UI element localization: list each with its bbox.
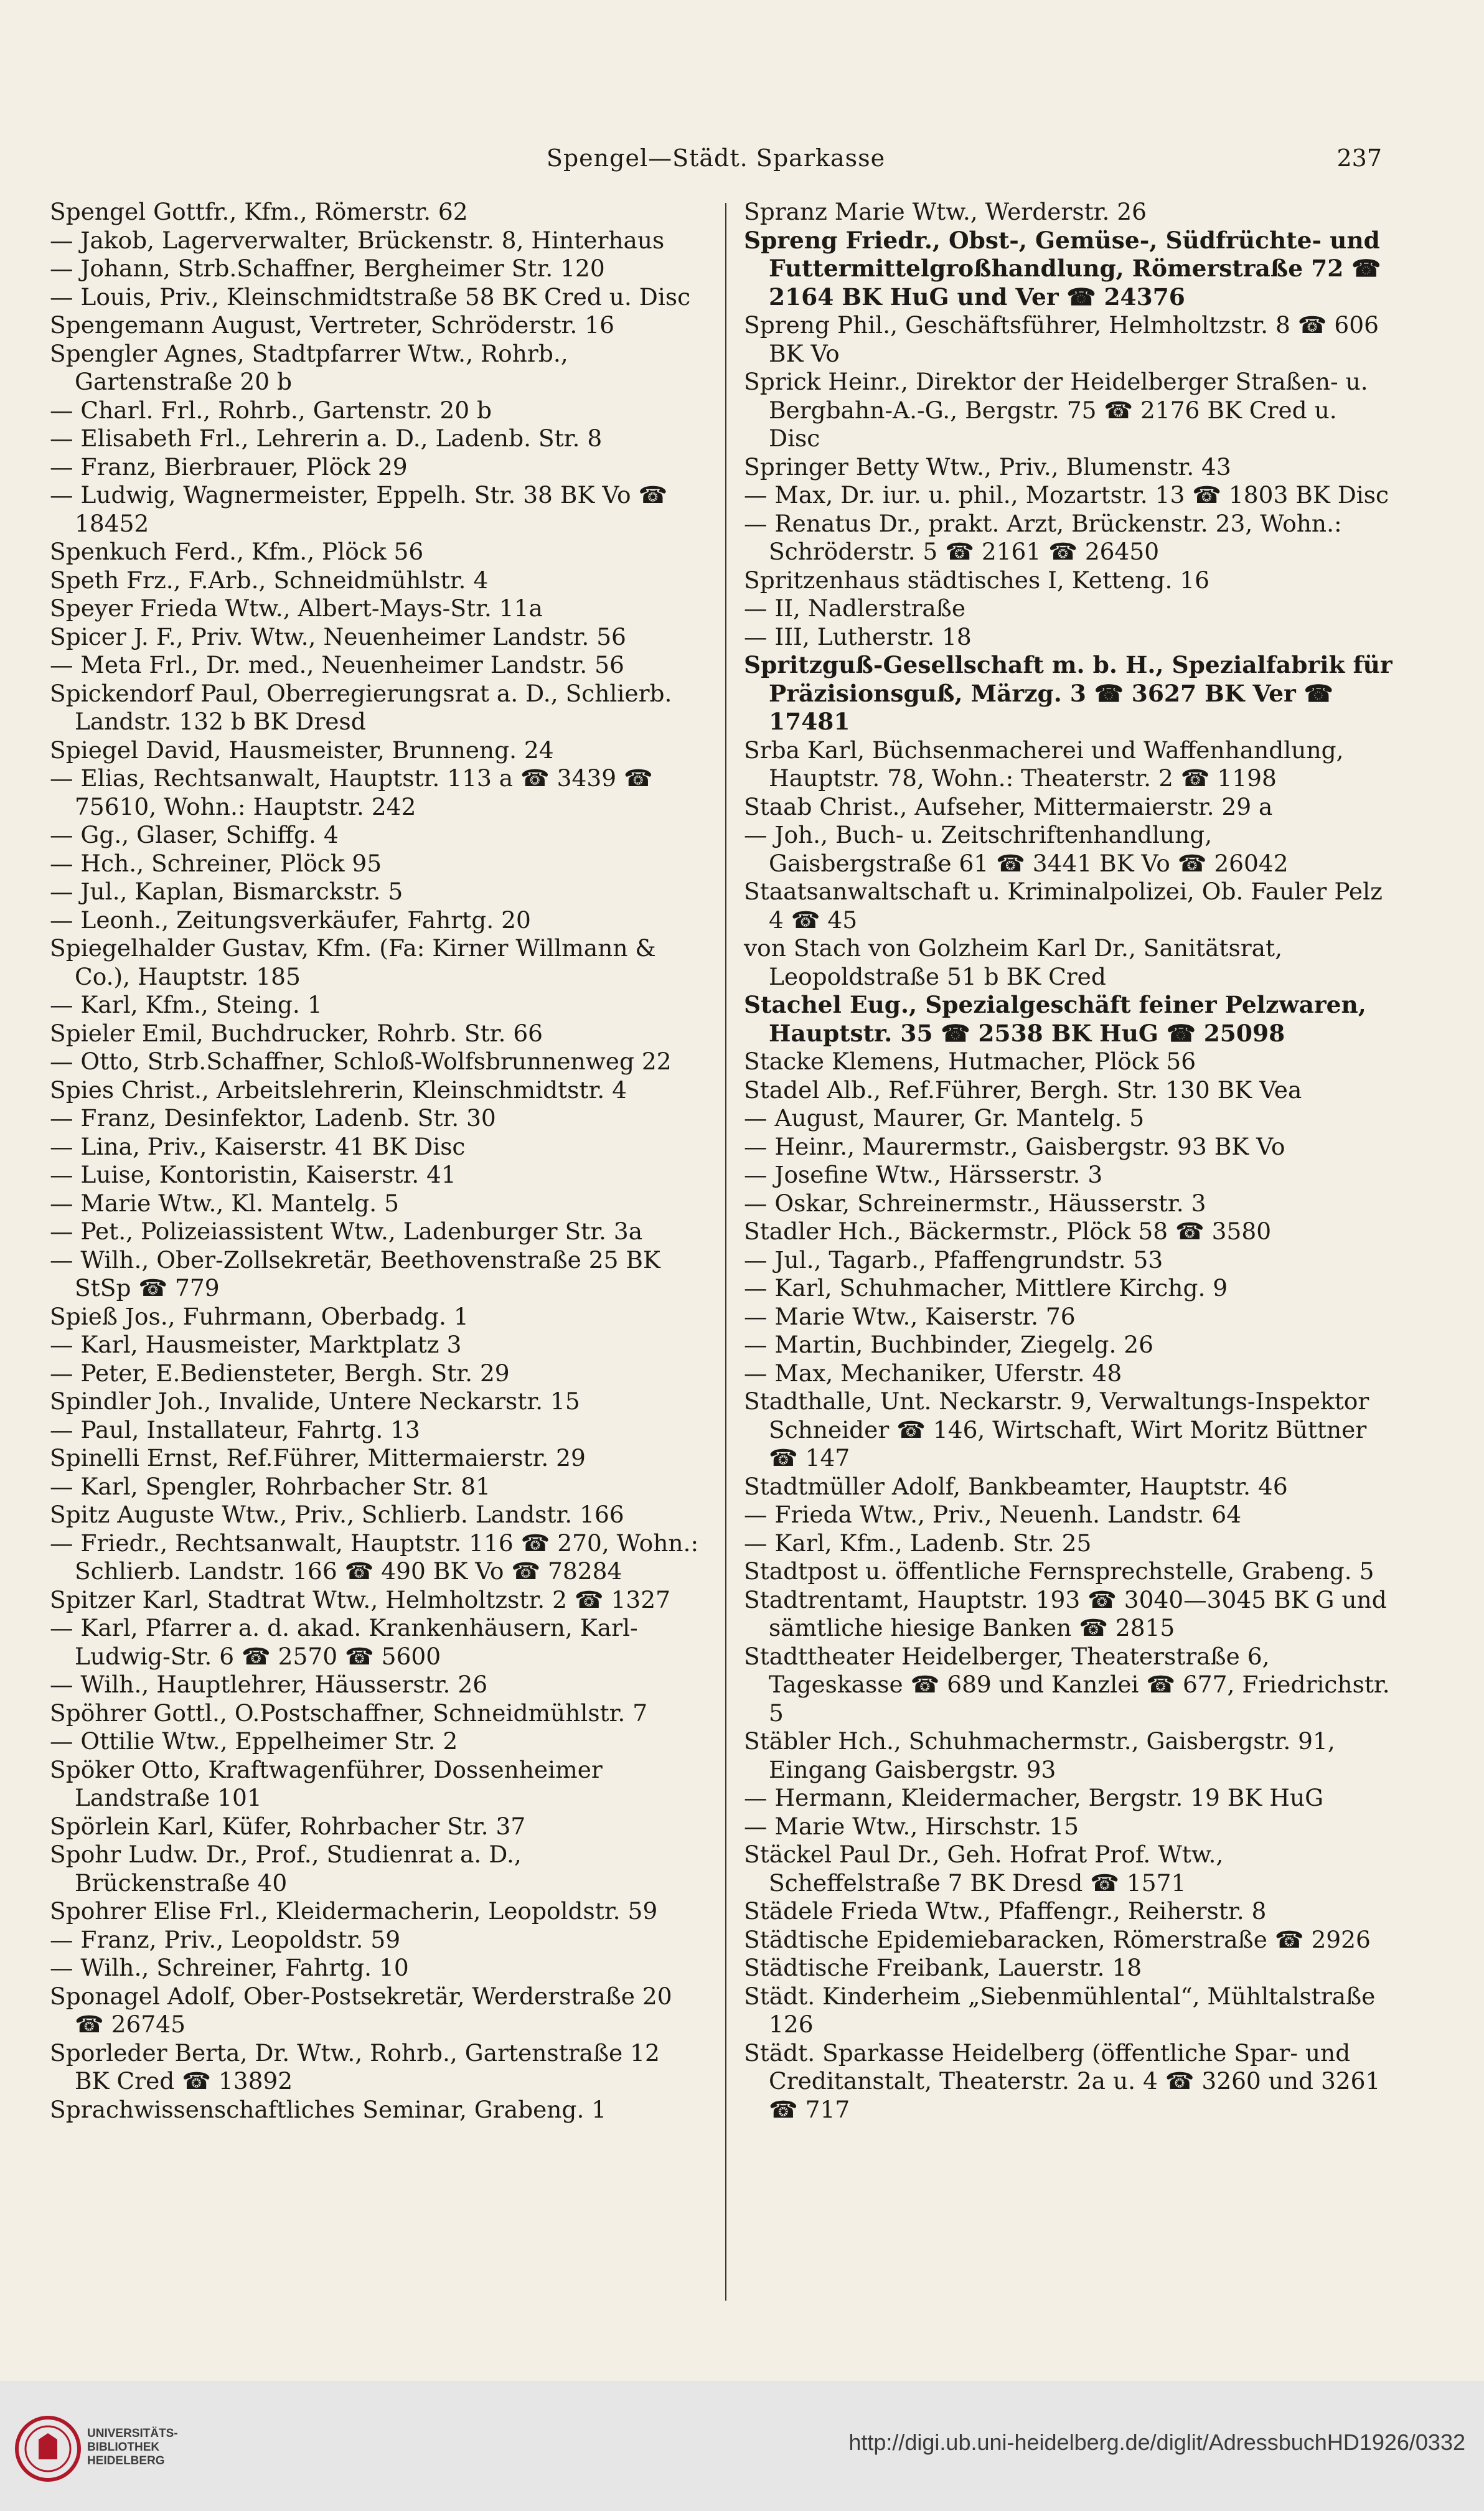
directory-entry: von Stach von Golzheim Karl Dr., Sanitätsrat, Leopoldstraße 51 b BK Cred (744, 934, 1290, 990)
directory-entry: — Heinr., Maurermstr., Gaisbergstr. 93 BK Vo (744, 1132, 1285, 1160)
running-head: Spengel—Städt. Sparkasse (546, 144, 886, 172)
directory-entry: Srba Karl, Büchsenmacherei und Waffenhandlung, Hauptstr. 78, Wohn.: Theaterstr. 2 ☎ 1198 (744, 736, 1351, 792)
directory-entry: Sporleder Berta, Dr. Wtw., Rohrb., Gartenstraße 12 BK Cred ☎ 13892 (50, 2039, 667, 2095)
directory-entry: — Wilh., Ober-Zollsekretär, Beethovenstraße 25 BK StSp ☎ 779 (50, 1246, 668, 1302)
directory-entry: Städt. Kinderheim „Siebenmühlental“, Mühltalstraße 126 (744, 1982, 1383, 2038)
directory-entry: Sponagel Adolf, Ober-Postsekretär, Werderstraße 20 ☎ 26745 (50, 1982, 680, 2038)
directory-entry: — Karl, Kfm., Ladenb. Str. 25 (744, 1529, 1092, 1557)
column-divider (725, 203, 726, 2301)
directory-entry: — Paul, Installateur, Fahrtg. 13 (50, 1415, 420, 1443)
directory-entry: Spranz Marie Wtw., Werderstr. 26 (744, 198, 1147, 225)
directory-entry: Städtische Freibank, Lauerstr. 18 (744, 1954, 1142, 1981)
directory-entry: — Franz, Bierbrauer, Plöck 29 (50, 453, 408, 481)
directory-entry: Speth Frz., F.Arb., Schneidmühlstr. 4 (50, 566, 489, 594)
page-number: 237 (1336, 144, 1382, 172)
directory-entry: Spohr Ludw. Dr., Prof., Studienrat a. D., Brückenstraße 40 (50, 1841, 529, 1897)
directory-entry: Spiegel David, Hausmeister, Brunneng. 24 (50, 736, 554, 764)
directory-entry: Spenkuch Ferd., Kfm., Plöck 56 (50, 538, 424, 565)
directory-entry: Spreng Friedr., Obst-, Gemüse-, Südfrüchte- und Futtermittelgroßhandlung, Römerstraße 72 ☎ 2164 BK HuG und Ver ☎ 24376 (744, 226, 1389, 311)
directory-entry: Spieß Jos., Fuhrmann, Oberbadg. 1 (50, 1302, 469, 1330)
directory-entry: — Karl, Pfarrer a. d. akad. Krankenhäusern, Karl-Ludwig-Str. 6 ☎ 2570 ☎ 5600 (50, 1614, 638, 1670)
directory-entry: Spies Christ., Arbeitslehrerin, Kleinschmidtstr. 4 (50, 1076, 627, 1104)
directory-entry: Stäckel Paul Dr., Geh. Hofrat Prof. Wtw., Scheffelstraße 7 BK Dresd ☎ 1571 (744, 1841, 1231, 1897)
directory-entry: Stadttheater Heidelberger, Theaterstraße 6, Tageskasse ☎ 689 und Kanzlei ☎ 677, Friedrichstr. 5 (744, 1642, 1397, 1727)
directory-entry: Stacke Klemens, Hutmacher, Plöck 56 (744, 1048, 1196, 1075)
directory-entry: Spritzguß-Gesellschaft m. b. H., Spezialfabrik für Präzisionsguß, Märzg. 3 ☎ 3627 BK Ver ☎ 17481 (744, 651, 1401, 735)
directory-entry: Spitz Auguste Wtw., Priv., Schlierb. Landstr. 166 (50, 1501, 624, 1528)
directory-entry: — III, Lutherstr. 18 (744, 622, 972, 650)
directory-entry: Spicer J. F., Priv. Wtw., Neuenheimer Landstr. 56 (50, 622, 626, 650)
directory-entry: Speyer Frieda Wtw., Albert-Mays-Str. 11a (50, 594, 543, 622)
directory-entry: Spengler Agnes, Stadtpfarrer Wtw., Rohrb., Gartenstraße 20 b (50, 339, 576, 395)
directory-entry: Spritzenhaus städtisches I, Ketteng. 16 (744, 566, 1210, 594)
directory-entry: — Hch., Schreiner, Plöck 95 (50, 849, 382, 877)
directory-entry: — Pet., Polizeiassistent Wtw., Ladenburger Str. 3a (50, 1218, 643, 1245)
directory-entry: — Martin, Buchbinder, Ziegelg. 26 (744, 1331, 1154, 1358)
directory-entry: — Jul., Kaplan, Bismarckstr. 5 (50, 878, 403, 905)
directory-entry: — Franz, Desinfektor, Ladenb. Str. 30 (50, 1104, 496, 1132)
logo-line: BIBLIOTHEK (87, 2441, 160, 2454)
directory-entry: — Max, Dr. iur. u. phil., Mozartstr. 13 ☎ 1803 BK Disc (744, 481, 1389, 509)
directory-entry: Springer Betty Wtw., Priv., Blumenstr. 43 (744, 453, 1231, 481)
directory-entry: — Johann, Strb.Schaffner, Bergheimer Str. 120 (50, 255, 605, 282)
directory-entry: Spreng Phil., Geschäftsführer, Helmholtzstr. 8 ☎ 606 BK Vo (744, 311, 1386, 367)
directory-entry: Spengel Gottfr., Kfm., Römerstr. 62 (50, 198, 468, 225)
directory-entry: — Elisabeth Frl., Lehrerin a. D., Ladenb. Str. 8 (50, 425, 603, 452)
directory-entry: — Louis, Priv., Kleinschmidtstraße 58 BK Cred u. Disc (50, 283, 691, 311)
directory-entry: — Wilh., Hauptlehrer, Häusserstr. 26 (50, 1671, 488, 1698)
directory-entry: — Elias, Rechtsanwalt, Hauptstr. 113 a ☎ 3439 ☎ 75610, Wohn.: Hauptstr. 242 (50, 764, 660, 820)
directory-entry: Städtische Epidemiebaracken, Römerstraße ☎ 2926 (744, 1925, 1371, 1953)
directory-entry: — Gg., Glaser, Schiffg. 4 (50, 821, 339, 848)
directory-entry: Spengemann August, Vertreter, Schröderstr. 16 (50, 311, 614, 339)
directory-entry: — Otto, Strb.Schaffner, Schloß-Wolfsbrunnenweg 22 (50, 1048, 672, 1075)
directory-entry: — Lina, Priv., Kaiserstr. 41 BK Disc (50, 1132, 466, 1160)
directory-entry: — August, Maurer, Gr. Mantelg. 5 (744, 1104, 1145, 1132)
directory-entry: — Josefine Wtw., Härsserstr. 3 (744, 1161, 1103, 1188)
directory-entry: — II, Nadlerstraße (744, 594, 966, 622)
directory-entry: Spöhrer Gottl., O.Postschaffner, Schneidmühlstr. 7 (50, 1699, 648, 1727)
directory-entry: — Karl, Schuhmacher, Mittlere Kirchg. 9 (744, 1274, 1228, 1302)
directory-entry: Stadtmüller Adolf, Bankbeamter, Hauptstr. 46 (744, 1472, 1288, 1500)
directory-entry: — Charl. Frl., Rohrb., Gartenstr. 20 b (50, 396, 492, 424)
directory-entry: Spickendorf Paul, Oberregierungsrat a. D., Schlierb. Landstr. 132 b BK Dresd (50, 679, 680, 735)
directory-entry: — Ottilie Wtw., Eppelheimer Str. 2 (50, 1727, 458, 1755)
directory-entry: Städele Frieda Wtw., Pfaffengr., Reiherstr. 8 (744, 1897, 1267, 1925)
directory-entry: — Max, Mechaniker, Uferstr. 48 (744, 1359, 1122, 1387)
footer-bar (0, 2381, 1484, 2511)
directory-entry: Spindler Joh., Invalide, Untere Neckarstr. 15 (50, 1387, 580, 1415)
directory-entry: Staatsanwaltschaft u. Kriminalpolizei, Ob. Fauler Pelz 4 ☎ 45 (744, 878, 1390, 934)
directory-entry: — Karl, Hausmeister, Marktplatz 3 (50, 1331, 462, 1358)
directory-entry: — Peter, E.Bediensteter, Bergh. Str. 29 (50, 1359, 510, 1387)
library-logo-text (87, 2427, 178, 2468)
directory-entry: Stadtpost u. öffentliche Fernsprechstelle, Grabeng. 5 (744, 1557, 1374, 1585)
directory-entry: — Hermann, Kleidermacher, Bergstr. 19 BK HuG (744, 1784, 1324, 1811)
directory-entry: — Marie Wtw., Hirschstr. 15 (744, 1812, 1079, 1840)
logo-line: UNIVERSITÄTS- (87, 2427, 178, 2440)
directory-entry: Städt. Sparkasse Heidelberg (öffentliche Spar- und Creditanstalt, Theaterstr. 2a u. 4 ☎ 3260 und 3261 ☎ 717 (744, 2039, 1388, 2123)
directory-entry: — Ludwig, Wagnermeister, Eppelh. Str. 38 BK Vo ☎ 18452 (50, 481, 675, 537)
directory-entry: — Karl, Kfm., Steing. 1 (50, 991, 322, 1018)
directory-entry: Spinelli Ernst, Ref.Führer, Mittermaierstr. 29 (50, 1444, 586, 1471)
directory-entry: — Jul., Tagarb., Pfaffengrundstr. 53 (744, 1246, 1163, 1274)
directory-entry: — Meta Frl., Dr. med., Neuenheimer Landstr. 56 (50, 651, 624, 678)
source-url-link[interactable]: http://digi.ub.uni-heidelberg.de/diglit/AdressbuchHD1926/0332 (848, 2429, 1465, 2455)
right-column (744, 198, 1401, 2311)
directory-entry: Stadtrentamt, Hauptstr. 193 ☎ 3040—3045 BK G und sämtliche hiesige Banken ☎ 2815 (744, 1585, 1394, 1641)
directory-entry: Spohrer Elise Frl., Kleidermacherin, Leopoldstr. 59 (50, 1897, 658, 1925)
directory-entry: Spöker Otto, Kraftwagenführer, Dossenheimer Landstraße 101 (50, 1755, 610, 1811)
logo-line: HEIDELBERG (87, 2454, 165, 2467)
directory-entry: — Luise, Kontoristin, Kaiserstr. 41 (50, 1161, 456, 1188)
directory-entry: Spieler Emil, Buchdrucker, Rohrb. Str. 66 (50, 1019, 543, 1047)
directory-entry: Stäbler Hch., Schuhmachermstr., Gaisbergstr. 91, Eingang Gaisbergstr. 93 (744, 1727, 1343, 1783)
directory-entry: Spörlein Karl, Küfer, Rohrbacher Str. 37 (50, 1812, 526, 1840)
directory-entry: Stadel Alb., Ref.Führer, Bergh. Str. 130 BK Vea (744, 1076, 1302, 1104)
directory-entry: — Jakob, Lagerverwalter, Brückenstr. 8, Hinterhaus (50, 226, 665, 254)
directory-entry: — Franz, Priv., Leopoldstr. 59 (50, 1925, 401, 1953)
directory-entry: — Oskar, Schreinermstr., Häusserstr. 3 (744, 1189, 1206, 1217)
directory-entry: Sprachwissenschaftliches Seminar, Grabeng. 1 (50, 2095, 607, 2123)
left-column (50, 198, 707, 2311)
directory-entry: — Renatus Dr., prakt. Arzt, Brückenstr. 23, Wohn.: Schröderstr. 5 ☎ 2161 ☎ 26450 (744, 509, 1350, 565)
directory-entry: Spitzer Karl, Stadtrat Wtw., Helmholtzstr. 2 ☎ 1327 (50, 1585, 670, 1613)
directory-entry: Sprick Heinr., Direktor der Heidelberger Straßen- u. Bergbahn-A.-G., Bergstr. 75 ☎ 2176 BK Cred u. Disc (744, 368, 1376, 452)
university-seal-icon (14, 2415, 82, 2483)
directory-entry: — Leonh., Zeitungsverkäufer, Fahrtg. 20 (50, 906, 531, 934)
directory-entry: Stachel Eug., Spezialgeschäft feiner Pelzwaren, Hauptstr. 35 ☎ 2538 BK HuG ☎ 25098 (744, 991, 1374, 1047)
directory-columns (50, 198, 1401, 2311)
directory-entry: Stadthalle, Unt. Neckarstr. 9, Verwaltungs-Inspektor Schneider ☎ 146, Wirtschaft, Wirt Moritz Büttner ☎ 147 (744, 1387, 1377, 1471)
directory-entry: Spiegelhalder Gustav, Kfm. (Fa: Kirner Willmann & Co.), Hauptstr. 185 (50, 934, 664, 990)
page-header (50, 144, 1382, 188)
directory-entry: — Marie Wtw., Kl. Mantelg. 5 (50, 1189, 399, 1217)
directory-entry: — Karl, Spengler, Rohrbacher Str. 81 (50, 1472, 491, 1500)
directory-entry: — Joh., Buch- u. Zeitschriftenhandlung, Gaisbergstraße 61 ☎ 3441 BK Vo ☎ 26042 (744, 821, 1289, 877)
directory-entry: — Friedr., Rechtsanwalt, Hauptstr. 116 ☎ 270, Wohn.: Schlierb. Landstr. 166 ☎ 490 BK Vo ☎ 78284 (50, 1529, 707, 1585)
directory-entry: — Wilh., Schreiner, Fahrtg. 10 (50, 1954, 409, 1981)
directory-entry: Stadler Hch., Bäckermstr., Plöck 58 ☎ 3580 (744, 1218, 1272, 1245)
directory-entry: — Marie Wtw., Kaiserstr. 76 (744, 1302, 1076, 1330)
directory-entry: Staab Christ., Aufseher, Mittermaierstr. 29 a (744, 792, 1273, 820)
directory-entry: — Frieda Wtw., Priv., Neuenh. Landstr. 64 (744, 1501, 1242, 1528)
